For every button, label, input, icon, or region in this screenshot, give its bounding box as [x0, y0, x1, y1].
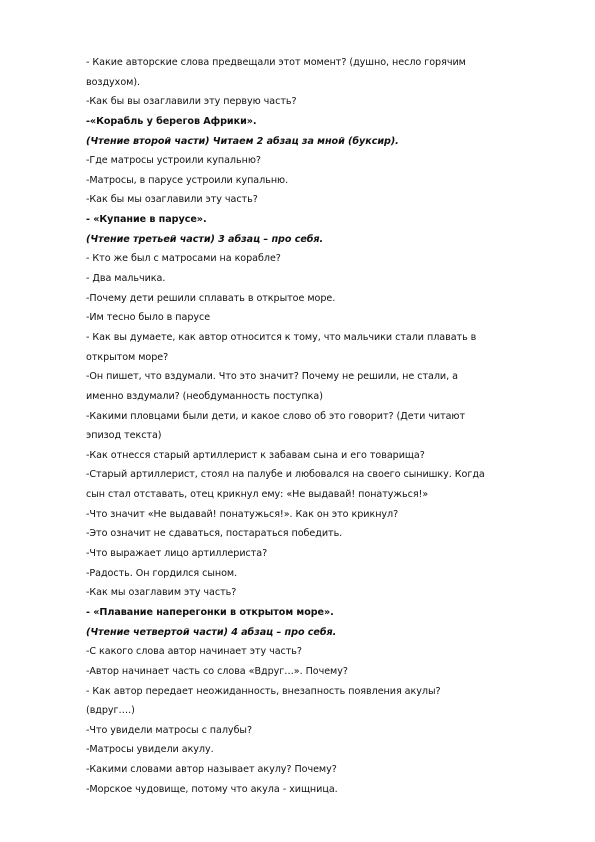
text-line: - Как вы думаете, как автор относится к тому, что мальчики стали плавать в [86, 331, 477, 343]
text-line: - Как автор передает неожиданность, внезапность появления акулы? [86, 685, 441, 697]
text-line: воздухом). [86, 76, 141, 88]
text-line: -Это означит не сдаваться, постараться победить. [86, 528, 343, 540]
reading-instruction: (Чтение четвертой части) 4 абзац – про себя. [86, 626, 337, 638]
text-line: -Им тесно было в парусе [86, 312, 211, 324]
text-line: эпизод текста) [86, 430, 162, 442]
text-line: -Радость. Он гордился сыном. [86, 567, 238, 579]
section-title: - «Купание в парусе». [86, 214, 207, 226]
text-line: -Какими словами автор называет акулу? Почему? [86, 764, 337, 776]
text-line: -Какими пловцами были дети, и какое слово об это говорит? (Дети читают [86, 410, 466, 422]
text-line: (вдруг….) [86, 705, 135, 717]
text-line: именно вздумали? (необдуманность поступка) [86, 390, 323, 402]
text-line: -Как бы вы озаглавили эту первую часть? [86, 96, 297, 108]
text-line: -Где матросы устроили купальню? [86, 155, 261, 167]
text-line: - Какие авторские слова предвещали этот момент? (душно, несло горячим [86, 57, 466, 68]
section-title: -«Корабль у берегов Африки». [86, 115, 257, 127]
text-line: -Автор начинает часть со слова «Вдруг…». Почему? [86, 665, 348, 677]
text-line: сын стал отставать, отец крикнул ему: «Не выдавай! понатужься!» [86, 489, 429, 501]
text-line: -Как бы мы озаглавили эту часть? [86, 194, 258, 206]
text-line: - Кто же был с матросами на корабле? [86, 253, 281, 265]
text-line: -С какого слова автор начинает эту часть? [86, 646, 302, 658]
text-line: -Как мы озаглавим эту часть? [86, 587, 237, 599]
text-line: -Что увидели матросы с палубы? [86, 724, 252, 736]
section-title: - «Плавание наперегонки в открытом море». [86, 606, 334, 618]
reading-instruction: (Чтение третьей части) 3 абзац – про себя. [86, 233, 324, 245]
text-line: -Матросы увидели акулу. [86, 744, 214, 756]
text-line: -Как отнесся старый артиллерист к забавам сына и его товарища? [86, 449, 425, 461]
text-line: -Матросы, в парусе устроили купальню. [86, 174, 289, 186]
text-line: -Почему дети решили сплавать в открытое море. [86, 292, 336, 304]
reading-instruction: (Чтение второй части) Читаем 2 абзац за мной (буксир). [86, 135, 399, 147]
text-line: открытом море? [86, 351, 169, 363]
text-line: - Два мальчика. [86, 273, 166, 285]
text-line: -Что значит «Не выдавай! понатужься!». Как он это крикнул? [86, 508, 399, 520]
text-line: -Морское чудовище, потому что акула - хищница. [86, 783, 338, 795]
document-body [86, 53, 556, 799]
text-line: -Старый артиллерист, стоял на палубе и любовался на своего сынишку. Когда [86, 469, 485, 481]
text-line: -Он пишет, что вздумали. Что это значит? Почему не решили, не стали, а [86, 371, 458, 383]
text-line: -Что выражает лицо артиллериста? [86, 548, 268, 560]
